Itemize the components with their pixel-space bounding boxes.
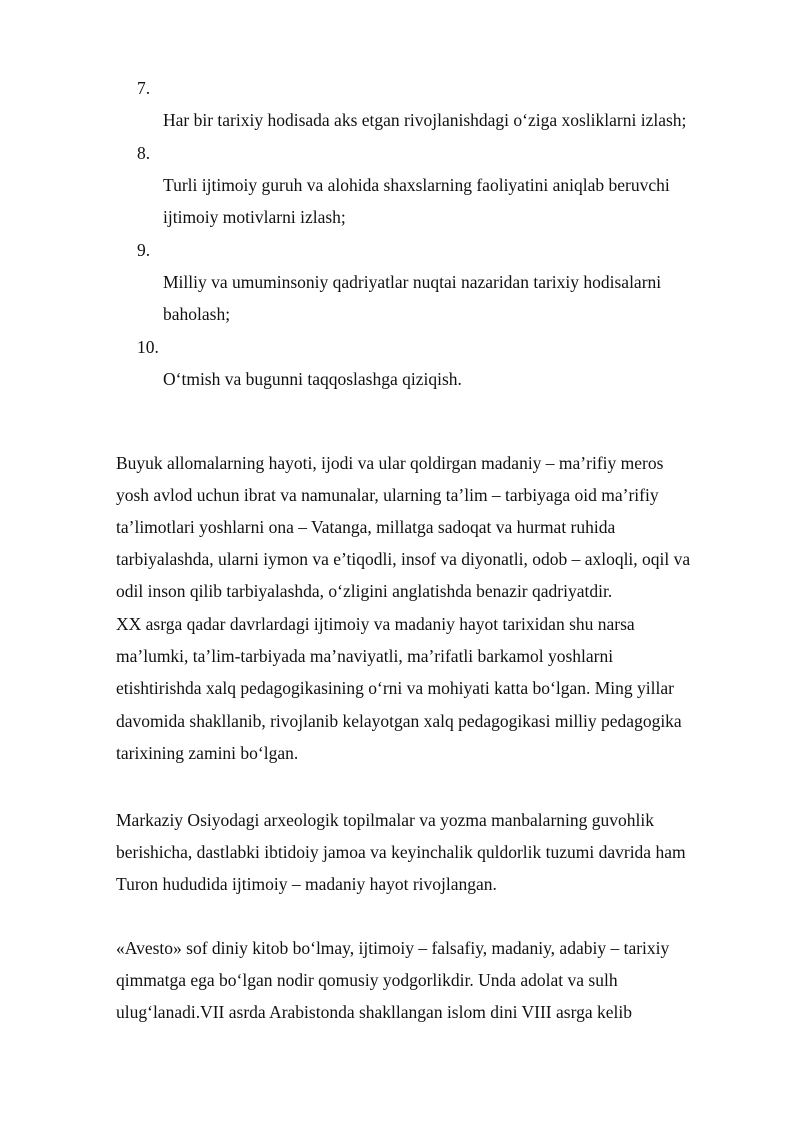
paragraph-1-line-2: yosh avlod uchun ibrat va namunalar, ularning ta’lim – tarbiyaga oid ma’rifiy xyxy=(116,485,659,505)
paragraph-1-line-3: ta’limotlari yoshlarni ona – Vatanga, millatga sadoqat va hurmat ruhida xyxy=(116,517,616,537)
list-number-7: 7. xyxy=(137,78,151,98)
list-item-9-line-2: baholash; xyxy=(163,304,231,324)
paragraph-3-line-2: berishicha, dastlabki ibtidoiy jamoa va keyinchalik quldorlik tuzumi davrida ham xyxy=(116,842,686,862)
paragraph-1-line-5: odil inson qilib tarbiyalashda, o‘zligini anglatishda benazir qadriyatdir. xyxy=(116,581,613,601)
list-item-8-line-1: Turli ijtimoiy guruh va alohida shaxslarning faoliyatini aniqlab beruvchi xyxy=(163,175,670,195)
paragraph-2-line-3: etishtirishda xalq pedagogikasining o‘rni va mohiyati katta bo‘lgan. Ming yillar xyxy=(116,678,674,698)
paragraph-4-line-1: «Avesto» sof diniy kitob bo‘lmay, ijtimoiy – falsafiy, madaniy, adabiy – tarixiy xyxy=(116,938,670,958)
list-number-10: 10. xyxy=(137,337,159,357)
paragraph-2-line-1: XX asrga qadar davrlardagi ijtimoiy va madaniy hayot tarixidan shu narsa xyxy=(116,614,635,634)
paragraph-2-line-2: ma’lumki, ta’lim-tarbiyada ma’naviyatli, ma’rifatli barkamol yoshlarni xyxy=(116,646,614,666)
list-item-7-line-1: Har bir tarixiy hodisada aks etgan rivojlanishdagi o‘ziga xosliklarni izlash; xyxy=(163,110,687,130)
list-item-10-line-1: O‘tmish va bugunni taqqoslashga qiziqish. xyxy=(163,369,462,389)
list-number-8: 8. xyxy=(137,143,151,163)
list-item-8-line-2: ijtimoiy motivlarni izlash; xyxy=(163,207,346,227)
paragraph-3-line-3: Turon hududida ijtimoiy – madaniy hayot rivojlangan. xyxy=(116,874,497,894)
paragraph-1-line-1: Buyuk allomalarning hayoti, ijodi va ular qoldirgan madaniy – ma’rifiy meros xyxy=(116,453,664,473)
paragraph-1-line-4: tarbiyalashda, ularni iymon va e’tiqodli, insof va diyonatli, odob – axloqli, oqil va xyxy=(116,549,691,569)
paragraph-4-line-2: qimmatga ega bo‘lgan nodir qomusiy yodgorlikdir. Unda adolat va sulh xyxy=(116,970,618,990)
paragraph-4-line-3: ulug‘lanadi.VII asrda Arabistonda shakllangan islom dini VIII asrga kelib xyxy=(116,1002,632,1022)
list-number-9: 9. xyxy=(137,240,151,260)
paragraph-2-line-5: tarixining zamini bo‘lgan. xyxy=(116,743,299,763)
paragraph-3-line-1: Markaziy Osiyodagi arxeologik topilmalar va yozma manbalarning guvohlik xyxy=(116,810,654,830)
paragraph-2-line-4: davomida shakllanib, rivojlanib kelayotgan xalq pedagogikasi milliy pedagogika xyxy=(116,711,682,731)
list-item-9-line-1: Milliy va umuminsoniy qadriyatlar nuqtai nazaridan tarixiy hodisalarni xyxy=(163,272,662,292)
